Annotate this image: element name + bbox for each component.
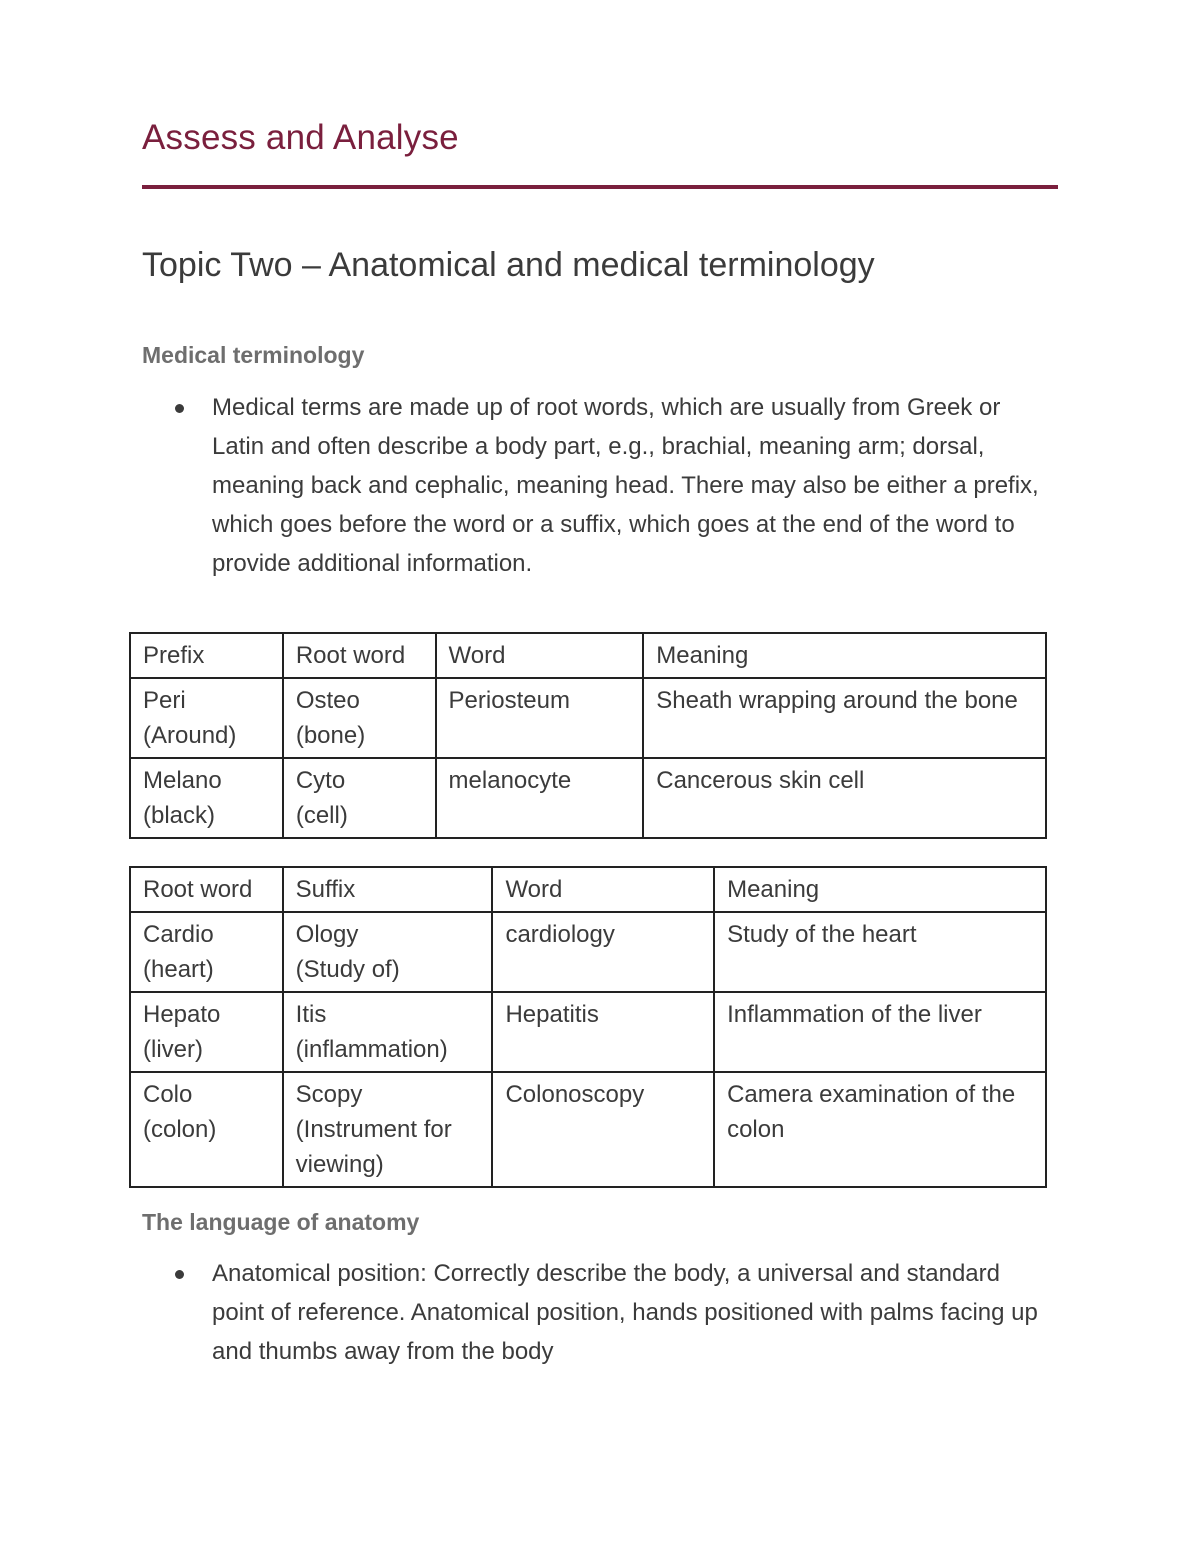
bullet-text: Medical terms are made up of root words, which are usually from Greek or Latin and often describe a body part, e.g., brachial, meaning arm; dorsal, meaning back and cephalic, meaning head. There may also be either a prefix, which goes before the word or a suffix, which goes at the end of the word to provide additional information.	[212, 394, 1039, 577]
table-cell: Cyto (cell)	[283, 758, 436, 838]
table-header-cell: Root word	[283, 633, 436, 678]
table-cell: Melano (black)	[130, 758, 283, 838]
table-cell: Camera examination of the colon	[714, 1072, 1046, 1187]
document-title: Assess and Analyse	[142, 118, 459, 157]
table-row	[130, 912, 1046, 992]
table-cell: Colonoscopy	[492, 1072, 714, 1187]
table-cell: Cardio (heart)	[130, 912, 283, 992]
table-cell: Colo (colon)	[130, 1072, 283, 1187]
table-cell: Peri (Around)	[130, 678, 283, 758]
table-cell: cardiology	[492, 912, 714, 992]
topic-title: Topic Two – Anatomical and medical terminology	[142, 246, 875, 284]
suffix-table	[129, 866, 1047, 1188]
table-header-cell: Word	[492, 867, 714, 912]
table-row	[130, 1072, 1046, 1187]
table-cell: Hepato (liver)	[130, 992, 283, 1072]
table-cell: Itis (inflammation)	[283, 992, 493, 1072]
table-header-cell: Prefix	[130, 633, 283, 678]
table-cell: Ology (Study of)	[283, 912, 493, 992]
table-cell: Periosteum	[436, 678, 644, 758]
table-header-cell: Meaning	[714, 867, 1046, 912]
section-heading-medical-terminology: Medical terminology	[142, 342, 365, 368]
table-cell: Cancerous skin cell	[643, 758, 1046, 838]
bullet-text: Anatomical position: Correctly describe the body, a universal and standard point of reference. Anatomical position, hands positioned with palms facing up and thumbs away from the body	[212, 1260, 1038, 1365]
table-header-row	[130, 633, 1046, 678]
table-row	[130, 678, 1046, 758]
title-divider	[142, 185, 1058, 189]
table-cell: Inflammation of the liver	[714, 992, 1046, 1072]
section-heading-language-of-anatomy: The language of anatomy	[142, 1209, 420, 1235]
table-header-cell: Root word	[130, 867, 283, 912]
table-cell: Scopy (Instrument for viewing)	[283, 1072, 493, 1187]
table-header-cell: Meaning	[643, 633, 1046, 678]
prefix-table	[129, 632, 1047, 839]
bullet-icon	[175, 404, 184, 413]
table-cell: Study of the heart	[714, 912, 1046, 992]
bullet-icon	[175, 1270, 184, 1279]
table-row	[130, 758, 1046, 838]
table-row	[130, 992, 1046, 1072]
table-cell: melanocyte	[436, 758, 644, 838]
table-header-cell: Word	[436, 633, 644, 678]
table-header-row	[130, 867, 1046, 912]
table-cell: Sheath wrapping around the bone	[643, 678, 1046, 758]
table-header-cell: Suffix	[283, 867, 493, 912]
table-cell: Osteo (bone)	[283, 678, 436, 758]
table-cell: Hepatitis	[492, 992, 714, 1072]
